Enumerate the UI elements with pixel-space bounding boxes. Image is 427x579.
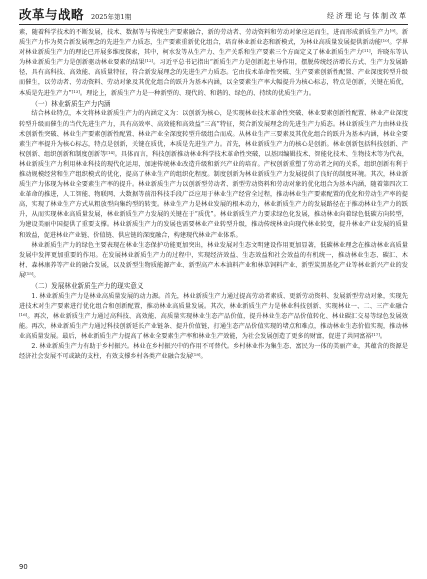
paragraph-intro [19, 28, 408, 99]
text-run: 林业新质生产力的绿色主要表现在林业生态保护功能更加突出，林业发展对生态文明建设作用更加显著，低碳林业理念在推动林业高质量发展中发挥更加重要的作用。在发展林业新质生产力的过程中，实现经济效益、生态效益和社会效益的有机统一，推动林业生态、碳汇、木材、森林康养等产业的融合发展，以及新型生物质能源产业、新型高产木本油料产业和林草饲料产业、新型炭黑基化产业等林业新兴产业的发展 [19, 241, 408, 279]
section-heading-1: （一）林业新质生产力内涵 [31, 99, 111, 108]
text-run: 。学界对林业新质生产力的理论已开展多维度探索，其中，柯水发等从生产力、生产关系和生产要素三个方面定义了林业新质生产力 [19, 39, 409, 57]
citation-ref: [17] [371, 332, 380, 338]
column-title: 经济理论与体制改革 [327, 12, 408, 20]
text-run: 1. 林业新质生产力是林业高质量发展的动力源。首先，林业新质生产力通过提高劳动者素质、更新劳动资料、发展新型劳动对象，实现先进技术对生产要素进行优化组合和创新配置，推动林业高质量发展。其次，林业新质生产力是林业科技创新、实现林业一、二、三产业融合 [19, 292, 408, 310]
citation-ref: [12] [144, 58, 154, 64]
text-run: 。新质生产力作为契合新发展理念的先进生产力质态，生产要素重新优化组合，培育林业新业态和新模式，为林业高质量发展提供新动能 [19, 29, 409, 47]
text-run: 2. 林业新质生产力有助于乡村振兴。林业在乡村振兴中的作用不可替代。乡村林业作为集生态、富民为一体的美丽产业，其蕴含的资源是经济社会发展不可或缺的支柱，有效支撑乡村各类产业融合发展 [19, 343, 408, 361]
paragraph-definition [19, 109, 408, 240]
citation-ref: [16] [19, 312, 28, 318]
text-run: 。再次，林业新质生产力通过高科技、高效能、高质量实现林业生态产品价值，提升林业生态产品价值转化、林业碳汇交易等绿色发展效能。再次，林业新质生产力通过科技创新延长产业链条、提升价值链，打通生态产品价值实现的堵点和难点，推动林业生态价值实现，推动林业高质量发展。最后，林业新质生产力提高了林业全要素生产率和林业生产效能，为社会发展创造了更多的财富，促进了共同富裕 [19, 313, 408, 341]
page-number: 90 [19, 563, 28, 571]
citation-ref: [14] [106, 149, 115, 155]
header-left [19, 8, 131, 24]
journal-logo: 改革与战略 [19, 7, 85, 22]
paragraph-significance-2 [19, 342, 408, 362]
citation-ref: [18] [192, 352, 201, 358]
text-run: 。 [33, 271, 40, 279]
text-run: 结合林业特点，本文将林业新质生产力的内涵定义为：以创新为核心，是实现林业技术革命性突破、林业要素创新性配置、林业产业深度转型升级而催生的当代先进生产力，具有高效率、高效能和高效益“三高”特征，契合新发展理念的先进生产力质态。林业新质生产力由林业技术创新性突破、林业生产要素创新性配置、林业产业全深度转型升级组合而成。从林业生产三要素及其优化组合的跃升为基本内涵，林业全要素生产率提升为核心标志，特点是创新，关键在质优，本质是先进生产力。首先，林业新质生产力的核心是创新。林业创新包括科技创新、产权创新、组织创新和制度创新等 [19, 110, 408, 158]
text-run: ，许晓东等认为林业新质生产力是创新驱动林业要素的结果 [19, 49, 409, 67]
citation-ref: [13] [71, 88, 80, 94]
article-body [19, 28, 408, 363]
paragraph-green [19, 241, 408, 281]
text-run: 。 [379, 333, 387, 341]
paragraph-significance-1 [19, 292, 408, 342]
text-run: 。具体而言，科技创新推动林业科学技术革命性突破，以基因编辑技术、智能化技术、生物技术等为代表，林业新质生产力利用林业科技的现代化运用，加速传统林业改造升级和新兴产业的培育。产权创新重塑了劳动者之间的关系，组织创新有利于推动规模经营和生产组织模式的优化，提高了林业生产的组织化程度。制度创新为林业新质生产力发展提供了良好的制度环境。其次，林业新质生产力体现为林业全要素生产率的提升。林业新质生产力以创新型劳动者、新型劳动资料和劳动对象的优化组合为基本内涵，随着第四次工业革命的推进，人工智能、物联网、大数据等前沿科技手段广泛应用于林业生产经营全过程，推动林业生产要素配置的优化和劳动生产率的提高，实现了林业生产方式从粗放型向集约型的转变。林业生产力是林业发展的根本动力，林业新质生产力的发展路径在于推动林业生产力的跃升，从而实现林业高质量发展，林业新质生产力发展的关键在于“质优”。林业新质生产力要求绿色化发展，推动林业向着绿色低碳方向转型，为建设美丽中国提供了重要支撑。林业新质生产力的发展也需要林业产业转型升级，推动传统林业向现代林业转变，提升林业产业发展的质量和效益，促进林业产业链、价值链、供应链的深度融合，构建现代林业产业体系。 [19, 150, 409, 239]
section-heading-2: （二）发展林业新质生产力的现实意义 [31, 282, 144, 291]
citation-ref: [9] [389, 28, 396, 33]
citation-ref: [15] [25, 270, 34, 276]
text-run: 。习近平总书记指出“新质生产力是创新起主导作用，摆脱传统经济增长方式、生产力发展路径，具有高科技、高效能、高质量特征，符合新发展理念的先进生产力质态。它由技术革命性突破、生产要素创新性配置、产业深度转型升级而催生，以劳动者、劳动资料、劳动对象及其优化组合的跃升为基本内涵，以全要素生产率大幅提升为核心标志，特点是创新，关键在质优，本质是先进生产力” [19, 59, 408, 97]
text-run: 。 [200, 353, 207, 361]
issue-label: 2025年第1期 [91, 13, 132, 21]
citation-ref: [10] [381, 38, 390, 44]
citation-ref: [11] [362, 48, 371, 54]
page-header [19, 6, 408, 25]
text-run: 。理论上，新质生产力是一种新型的、现代的、和谐的、绿色的、持续的优质生产力。 [79, 89, 316, 97]
text-run: 素，随着科学技术的不断发展，技术、数据等与传统生产要素融合，新的劳动者、劳动资料和劳动对象应运而生，进而形成新质生产力 [19, 29, 390, 36]
